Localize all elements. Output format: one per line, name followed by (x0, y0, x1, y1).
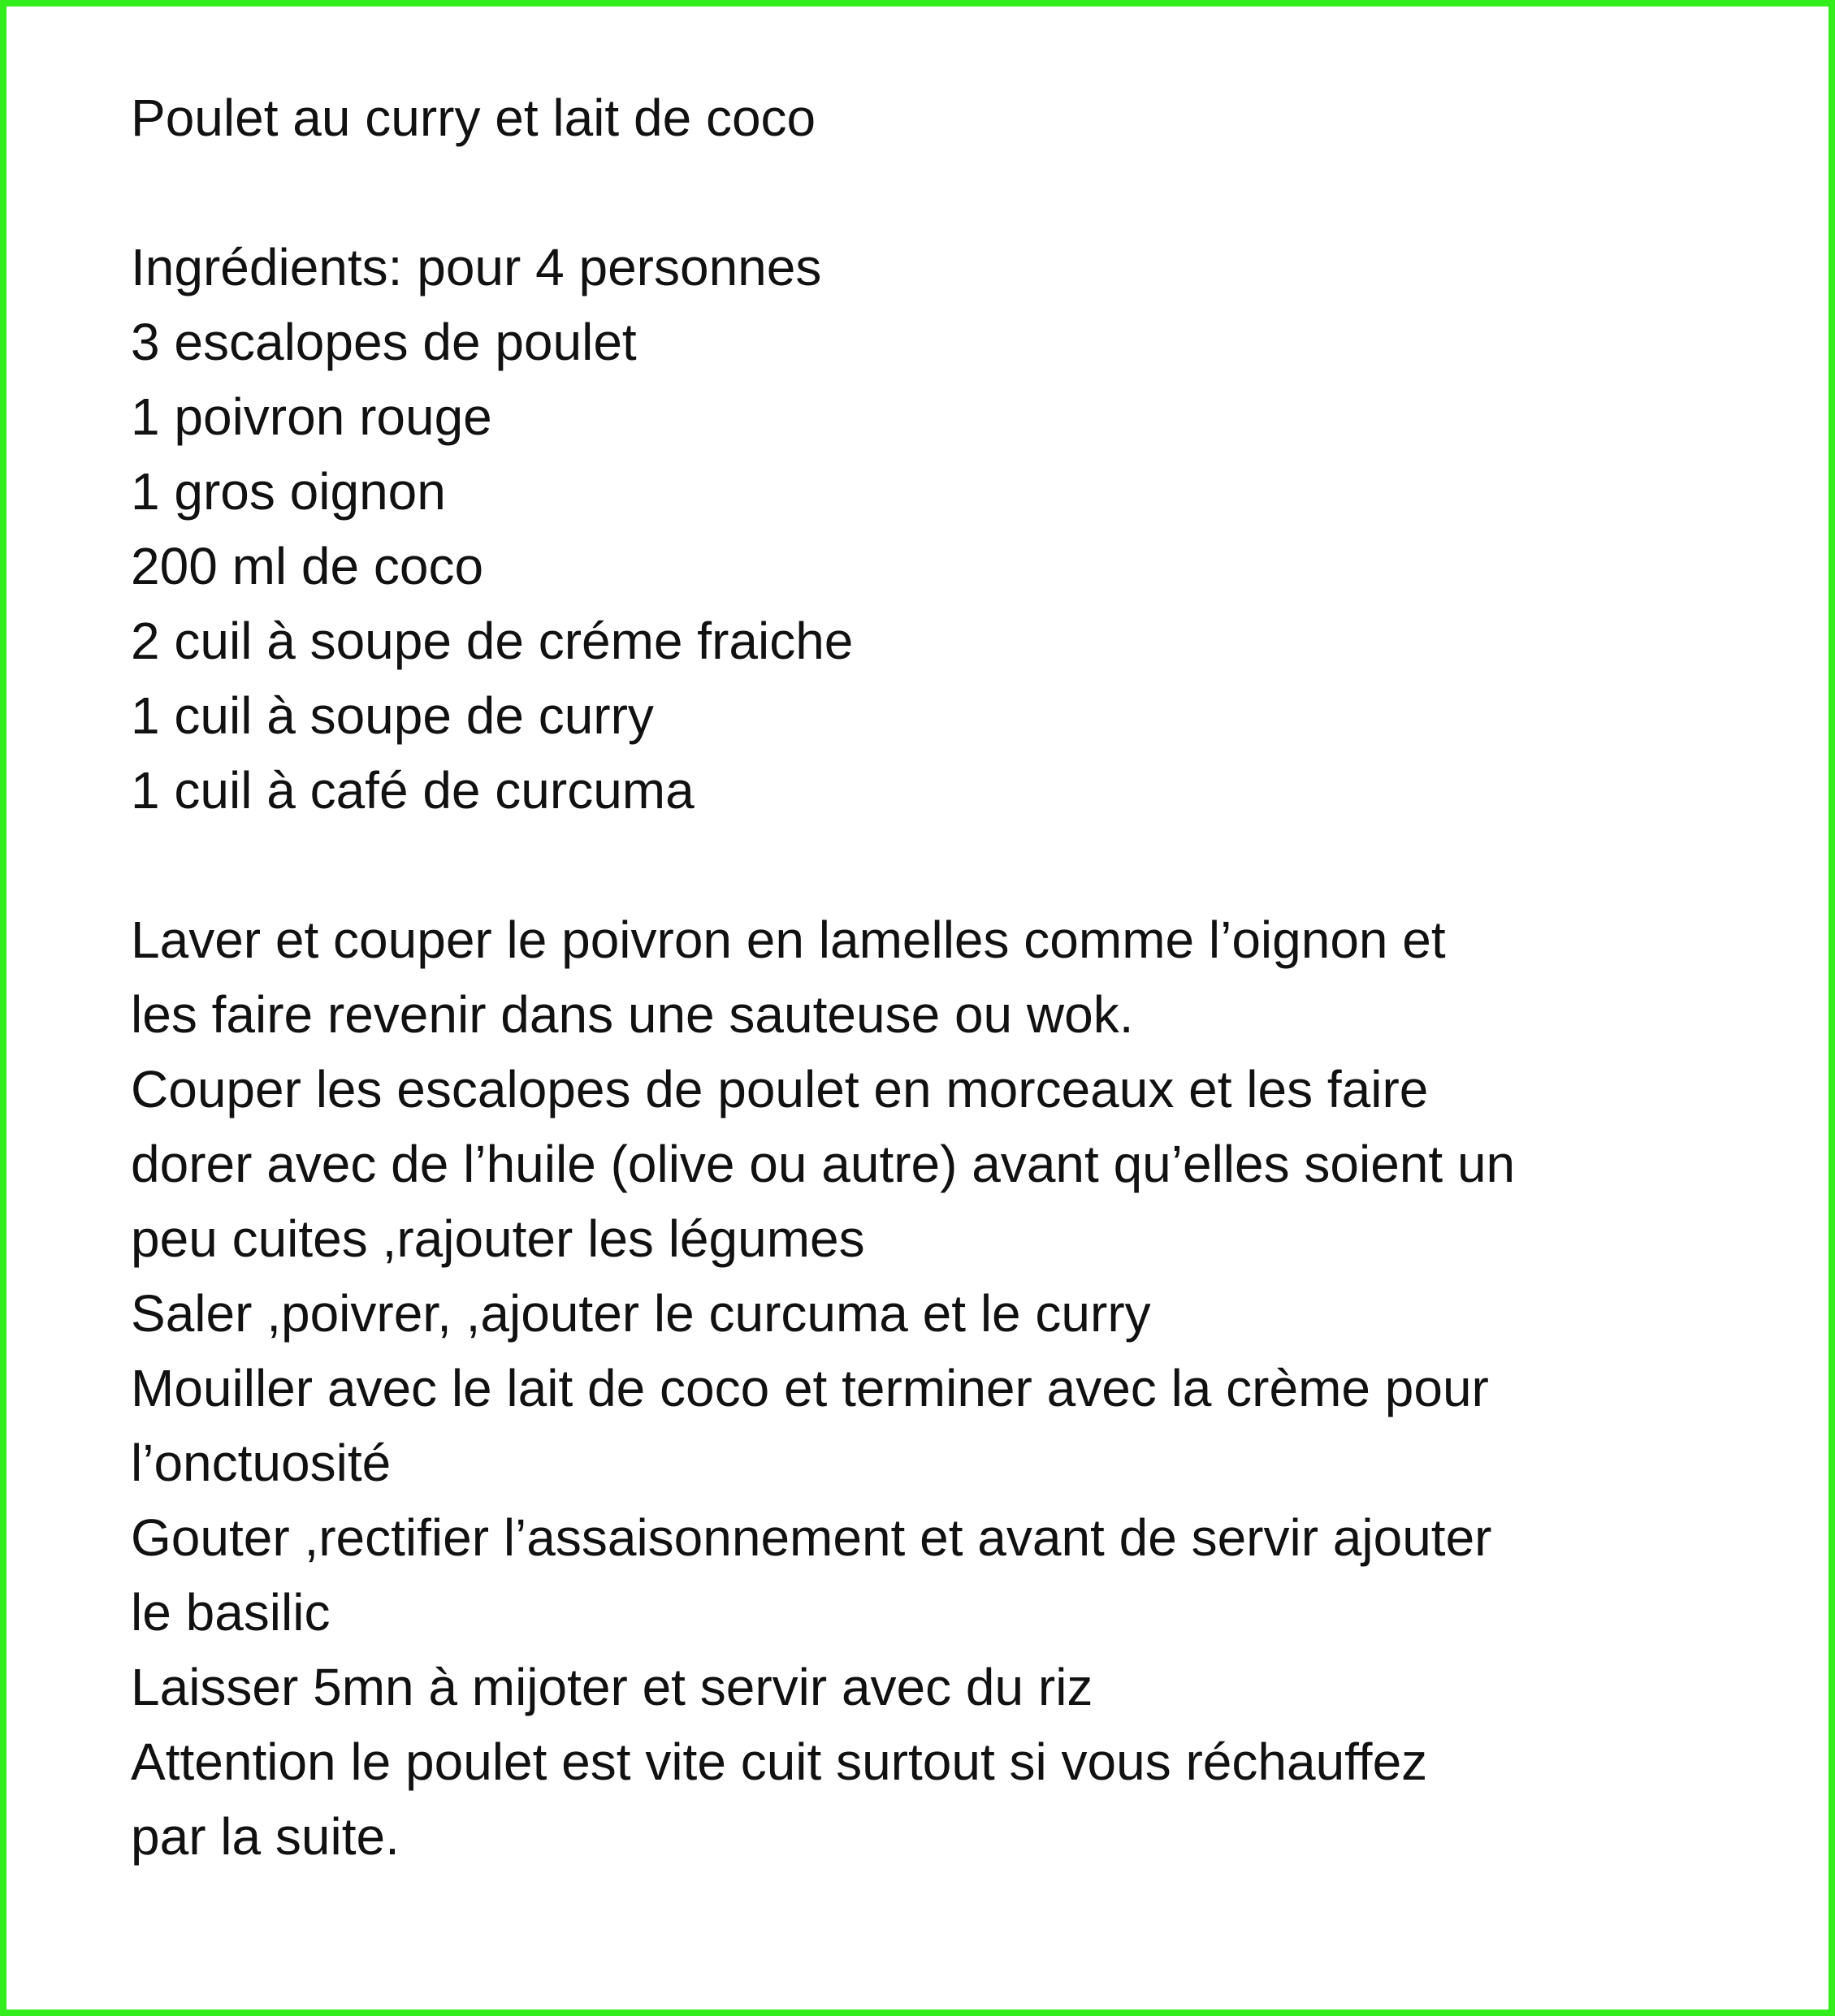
ingredient-item: 1 gros oignon (131, 462, 446, 521)
ingredient-item: 1 cuil à soupe de curry (131, 686, 654, 745)
instruction-line: Laisser 5mn à mijoter et servir avec du riz (131, 1658, 1093, 1716)
ingredient-item: 2 cuil à soupe de créme fraiche (131, 612, 854, 670)
instruction-line: peu cuites ,rajouter les légumes (131, 1209, 865, 1268)
recipe-title: Poulet au curry et lait de coco (131, 89, 816, 147)
instruction-line: l’onctuosité (131, 1434, 392, 1492)
ingredient-item: 1 cuil à café de curcuma (131, 761, 695, 820)
instruction-line: Saler ,poivrer, ,ajouter le curcuma et le curry (131, 1284, 1151, 1343)
blank-line (131, 155, 1515, 230)
ingredients-heading: Ingrédients: pour 4 personnes (131, 238, 822, 296)
instruction-line: Attention le poulet est vite cuit surtout si vous réchauffez (131, 1733, 1428, 1791)
instruction-line: les faire revenir dans une sauteuse ou wok. (131, 985, 1134, 1044)
ingredient-item: 200 ml de coco (131, 537, 484, 595)
instruction-line: Couper les escalopes de poulet en morceaux et les faire (131, 1060, 1429, 1118)
ingredient-item: 3 escalopes de poulet (131, 313, 637, 371)
blank-line (131, 828, 1515, 902)
instruction-line: le basilic (131, 1583, 331, 1642)
recipe-text (131, 80, 1515, 1874)
instruction-line: par la suite. (131, 1807, 400, 1866)
ingredient-item: 1 poivron rouge (131, 387, 492, 446)
instruction-line: Laver et couper le poivron en lamelles comme l’oignon et (131, 911, 1446, 969)
instruction-line: Mouiller avec le lait de coco et terminer avec la crème pour (131, 1359, 1489, 1417)
instruction-line: dorer avec de l’huile (olive ou autre) avant qu’elles soient un (131, 1135, 1516, 1193)
instruction-line: Gouter ,rectifier l’assaisonnement et avant de servir ajouter (131, 1508, 1492, 1567)
